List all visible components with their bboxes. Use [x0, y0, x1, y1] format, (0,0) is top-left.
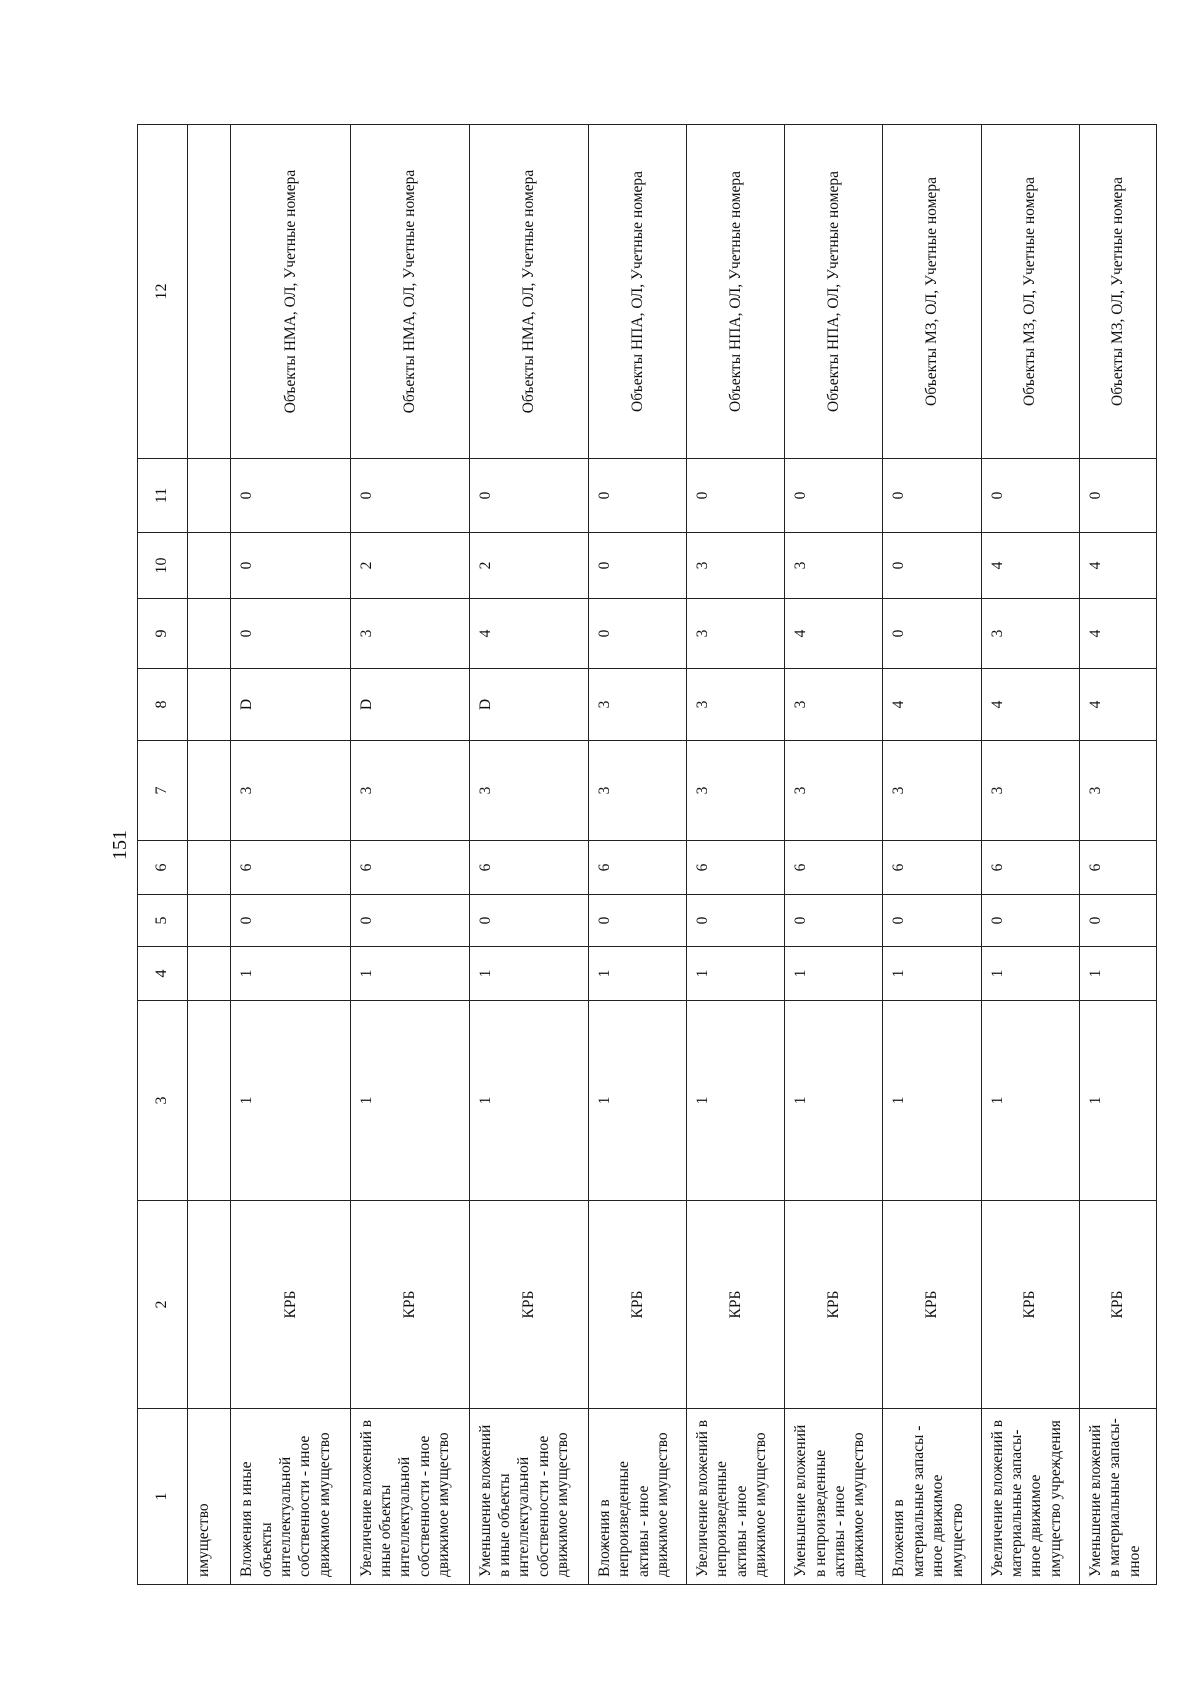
table-cell-col4: 1 [883, 947, 981, 1001]
table-row [231, 125, 350, 1585]
table-cell-col3: 1 [785, 1001, 883, 1201]
table-cell-col9: 0 [231, 599, 350, 669]
table-cell-col10: 0 [588, 533, 686, 599]
table-cell-col9: 4 [1079, 599, 1156, 669]
table-cell-col8: D [350, 669, 469, 741]
table-row [883, 125, 981, 1585]
table-cell-col6: 6 [687, 841, 785, 895]
table-cell-col12: Объекты МЗ, ОЛ, Учетные номера [981, 125, 1079, 459]
table-cell-col7: 3 [231, 741, 350, 841]
table-cell-col5: 0 [981, 895, 1079, 947]
table-cell-col10: 0 [883, 533, 981, 599]
table-cell-col3: 1 [981, 1001, 1079, 1201]
table-cell-col2: КРБ [1079, 1201, 1156, 1409]
table-cell-col11: 0 [883, 459, 981, 533]
table-row [588, 125, 686, 1585]
table-cell-col5: 0 [588, 895, 686, 947]
table-cell-col12: Объекты МЗ, ОЛ, Учетные номера [883, 125, 981, 459]
table-cell-col9: 4 [469, 599, 588, 669]
table-cell-col3: 1 [469, 1001, 588, 1201]
table-cell-col2: КРБ [469, 1201, 588, 1409]
table-cell-col10: 0 [231, 533, 350, 599]
table-cell-col6: 6 [469, 841, 588, 895]
table-cell-col7: 3 [350, 741, 469, 841]
table-cell-col5: 0 [469, 895, 588, 947]
page-number: 151 [108, 830, 131, 860]
table-row [981, 125, 1079, 1585]
col-header: 9 [138, 599, 188, 669]
table-cell-col7: 3 [588, 741, 686, 841]
col-header: 11 [138, 459, 188, 533]
table-cell-col2: КРБ [981, 1201, 1079, 1409]
table-cell-col11: 0 [469, 459, 588, 533]
table-cell-col1: Уменьшение вложений в материальные запасы- иное [1079, 1409, 1156, 1585]
table-cell-col9: 3 [981, 599, 1079, 669]
table-cell-col9: 4 [785, 599, 883, 669]
table-cell-col1: Увеличение вложений в материальные запасы- иное движимое имущество учреждения [981, 1409, 1079, 1585]
table-cell-col4: 1 [981, 947, 1079, 1001]
table-cell-col8: 3 [785, 669, 883, 741]
table-cell-col11: 0 [588, 459, 686, 533]
table-cell-col3: 1 [687, 1001, 785, 1201]
table-cell-col12: Объекты НПА, ОЛ, Учетные номера [785, 125, 883, 459]
table-cell-col5: 0 [350, 895, 469, 947]
table-cell-col2: КРБ [687, 1201, 785, 1409]
table-cell-col12: Объекты НПА, ОЛ, Учетные номера [588, 125, 686, 459]
table-cell-col12: Объекты НМА, ОЛ, Учетные номера [350, 125, 469, 459]
table-cell-col10: 2 [350, 533, 469, 599]
table-cell-col12: Объекты МЗ, ОЛ, Учетные номера [1079, 125, 1156, 459]
table-cell-col5: 0 [785, 895, 883, 947]
col-header: 2 [138, 1201, 188, 1409]
table-cell-col10: 3 [785, 533, 883, 599]
table-cell-col10: 2 [469, 533, 588, 599]
continuation-row [187, 125, 230, 1585]
table-cell-col10: 4 [1079, 533, 1156, 599]
table-cell-col8: 3 [687, 669, 785, 741]
table-row [469, 125, 588, 1585]
table-cell-col11: 0 [231, 459, 350, 533]
table-cell-col7: 3 [883, 741, 981, 841]
table-cell-col6: 6 [785, 841, 883, 895]
table-cell-col11: 0 [785, 459, 883, 533]
table-cell-col7: 3 [1079, 741, 1156, 841]
col-header: 4 [138, 947, 188, 1001]
table-cell-col3: 1 [231, 1001, 350, 1201]
header-row [138, 125, 188, 1585]
table-cell-col8: 3 [588, 669, 686, 741]
table-row [687, 125, 785, 1585]
table-cell-col8: 4 [981, 669, 1079, 741]
table-cell-col1: Увеличение вложений в непроизведенные активы - иное движимое имущество [687, 1409, 785, 1585]
table-row [1079, 125, 1156, 1585]
table-row [350, 125, 469, 1585]
table-cell-col4: 1 [469, 947, 588, 1001]
table-cell-col12: Объекты НПА, ОЛ, Учетные номера [687, 125, 785, 459]
table-cell-col9: 0 [883, 599, 981, 669]
table-row [785, 125, 883, 1585]
accounts-table [137, 124, 1157, 1585]
col-header: 8 [138, 669, 188, 741]
table-cell-col2: КРБ [350, 1201, 469, 1409]
continuation-cell: имущество [187, 1409, 230, 1585]
col-header: 5 [138, 895, 188, 947]
col-header: 6 [138, 841, 188, 895]
table-cell-col5: 0 [883, 895, 981, 947]
table-cell-col6: 6 [1079, 841, 1156, 895]
table-cell-col9: 3 [687, 599, 785, 669]
table-cell-col11: 0 [1079, 459, 1156, 533]
table-cell-col2: КРБ [588, 1201, 686, 1409]
table-cell-col6: 6 [588, 841, 686, 895]
table-cell-col4: 1 [1079, 947, 1156, 1001]
table-cell-col7: 3 [981, 741, 1079, 841]
table-cell-col5: 0 [231, 895, 350, 947]
table-cell-col6: 6 [883, 841, 981, 895]
rotated-table-area [137, 125, 1157, 1585]
table-cell-col5: 0 [687, 895, 785, 947]
table-cell-col3: 1 [1079, 1001, 1156, 1201]
table-cell-col4: 1 [785, 947, 883, 1001]
table-cell-col8: 4 [1079, 669, 1156, 741]
table-cell-col11: 0 [350, 459, 469, 533]
table-cell-col2: КРБ [883, 1201, 981, 1409]
table-cell-col1: Уменьшение вложений в иные объекты интеллектуальной собственности - иное движимое имущество [469, 1409, 588, 1585]
table-cell-col1: Уменьшение вложений в непроизведенные активы - иное движимое имущество [785, 1409, 883, 1585]
table-cell-col4: 1 [588, 947, 686, 1001]
col-header: 3 [138, 1001, 188, 1201]
table-cell-col8: D [231, 669, 350, 741]
table-cell-col6: 6 [231, 841, 350, 895]
table-cell-col3: 1 [350, 1001, 469, 1201]
table-cell-col4: 1 [350, 947, 469, 1001]
table-cell-col6: 6 [350, 841, 469, 895]
table-cell-col8: 4 [883, 669, 981, 741]
col-header: 12 [138, 125, 188, 459]
table-cell-col1: Увеличение вложений в иные объекты интеллектуальной собственности - иное движимое имущество [350, 1409, 469, 1585]
table-cell-col11: 0 [687, 459, 785, 533]
table-cell-col1: Вложения в иные объекты интеллектуальной собственности - иное движимое имущество [231, 1409, 350, 1585]
table-cell-col4: 1 [687, 947, 785, 1001]
table-cell-col8: D [469, 669, 588, 741]
table-cell-col7: 3 [469, 741, 588, 841]
table-cell-col10: 3 [687, 533, 785, 599]
table-cell-col11: 0 [981, 459, 1079, 533]
table-cell-col7: 3 [785, 741, 883, 841]
table-cell-col2: КРБ [231, 1201, 350, 1409]
table-cell-col3: 1 [588, 1001, 686, 1201]
table-wrapper [137, 125, 1157, 1585]
col-header: 1 [138, 1409, 188, 1585]
table-cell-col12: Объекты НМА, ОЛ, Учетные номера [231, 125, 350, 459]
col-header: 10 [138, 533, 188, 599]
table-cell-col1: Вложения в непроизведенные активы - иное движимое имущество [588, 1409, 686, 1585]
table-cell-col9: 3 [350, 599, 469, 669]
table-cell-col10: 4 [981, 533, 1079, 599]
table-cell-col5: 0 [1079, 895, 1156, 947]
table-cell-col4: 1 [231, 947, 350, 1001]
table-cell-col7: 3 [687, 741, 785, 841]
table-cell-col1: Вложения в материальные запасы - иное движимое имущество [883, 1409, 981, 1585]
table-cell-col2: КРБ [785, 1201, 883, 1409]
table-cell-col6: 6 [981, 841, 1079, 895]
table-cell-col12: Объекты НМА, ОЛ, Учетные номера [469, 125, 588, 459]
col-header: 7 [138, 741, 188, 841]
table-cell-col3: 1 [883, 1001, 981, 1201]
table-cell-col9: 0 [588, 599, 686, 669]
